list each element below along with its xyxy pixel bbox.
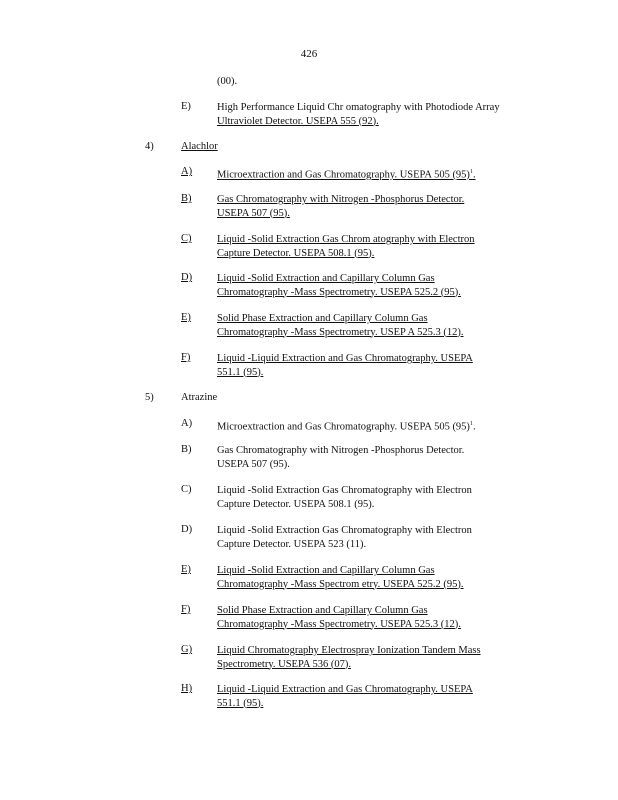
item-line: Liquid -Liquid Extraction and Gas Chromatography. USEPA [217,353,473,364]
footnote-marker: 1 [469,421,473,427]
continued-text: (00). [217,76,238,87]
item-line: High Performance Liquid Chr omatography with Photodiode Array [217,102,500,113]
item-letter: E) [181,312,191,323]
item-line: Liquid -Liquid Extraction and Gas Chromatography. USEPA [217,684,473,695]
item-line: Liquid -Solid Extraction and Capillary Column Gas [217,565,435,576]
item-line: Microextraction and Gas Chromatography. USEPA 505 $(95)^1$. [217,421,476,433]
item-text [217,193,517,220]
item-line: USEPA 507 (95). [217,207,290,219]
item-line: Spectrometry. USEPA 536 (07). [217,658,351,670]
item-letter: D) [181,272,193,283]
item-letter: H) [181,683,193,694]
item-line: Chromatography -Mass Spectrometry. USEPA 525.2 (95). [217,286,461,298]
item-line-tail: . [472,169,476,181]
item-line: Ultraviolet Detector. USEPA 555 (92). [217,115,379,127]
item-line: Microextraction and Gas Chromatography. USEPA 505 $(95)^1$. [217,169,476,181]
item-text [217,166,517,182]
item-letter: B) [181,444,192,455]
footnote-marker: 1 [469,169,473,175]
item-line: USEPA 507 (95). [217,458,290,470]
item-letter: A) [181,418,193,429]
item-letter: B) [181,193,192,204]
item-text [217,272,517,299]
item-line: Liquid -Solid Extraction Gas Chrom atography with Electron [217,234,475,245]
item-text [217,444,517,471]
item-letter: G) [181,644,193,655]
item-letter: E) [181,564,191,575]
item-line: Solid Phase Extraction and Capillary Column Gas [217,605,428,616]
item-line: Capture Detector. USEPA 508.1 (95). [217,498,375,510]
item-line: Liquid -Solid Extraction Gas Chromatography with Electron [217,485,472,496]
item-line: Chromatography -Mass Spectrometry. USEPA 525.3 (12). [217,618,461,630]
section-title: Alachlor [181,141,218,152]
item-text [217,352,517,379]
item-letter: F) [181,352,191,363]
item-text [217,418,517,434]
section-number: 4) [145,141,154,152]
item-text [217,644,517,671]
item-text [217,564,517,591]
item-text [217,683,517,710]
item-line: 551.1 (95). [217,697,264,709]
item-text [217,524,517,551]
item-letter: E) [181,101,191,112]
item-line: Liquid Chromatography Electrospray Ionization Tandem Mass [217,645,481,656]
item-line: Gas Chromatography with Nitrogen -Phosphorus Detector. [217,445,465,456]
item-text [217,233,517,260]
page-number: 426 [300,48,318,60]
item-line: Solid Phase Extraction and Capillary Column Gas [217,313,428,324]
item-line-tail: . [472,421,476,433]
item-line: 551.1 (95). [217,366,264,378]
item-line: Chromatography -Mass Spectrom etry. USEPA 525.2 (95). [217,578,464,590]
item-line: Chromatography -Mass Spectrometry. USEP A 525.3 (12). [217,326,464,338]
section-title: Atrazine [181,392,218,403]
item-line: Gas Chromatography with Nitrogen -Phosphorus Detector. [217,194,465,205]
item-line: Liquid -Solid Extraction and Capillary Column Gas [217,273,435,284]
item-letter: D) [181,524,193,535]
item-text [217,484,517,511]
item-text [217,312,517,339]
item-text [217,604,517,631]
item-line: Capture Detector. USEPA 508.1 (95). [217,247,375,259]
item-letter: F) [181,604,191,615]
item-letter: C) [181,484,192,495]
item-line: Capture Detector. USEPA 523 (11). [217,538,367,550]
item-line: Liquid -Solid Extraction Gas Chromatography with Electron [217,525,472,536]
item-letter: A) [181,166,193,177]
item-text [217,101,535,128]
section-number: 5) [145,392,154,403]
item-letter: C) [181,233,192,244]
